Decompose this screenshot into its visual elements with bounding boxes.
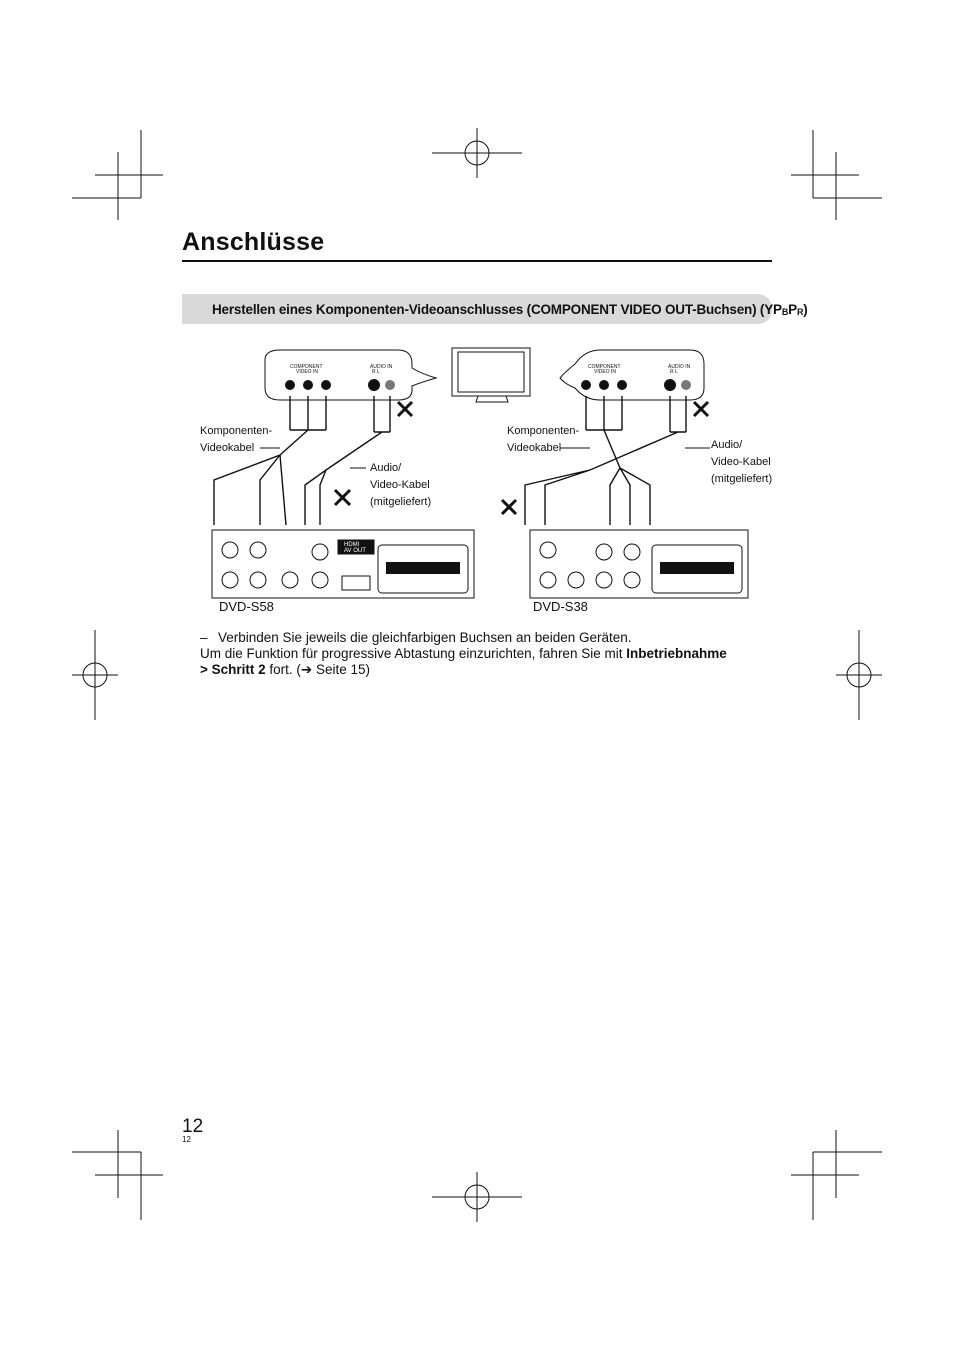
left-model-label: DVD-S58 [219,599,274,614]
svg-text:COMPONENT: COMPONENT [588,364,621,370]
svg-text:COMPONENT: COMPONENT [290,364,323,370]
instruction-text: – Verbinden Sie jeweils die gleichfarbigen Buchsen an beiden Geräten. Um die Funktion für progressive Abtastung einzurichten, fahren Sie mit Inbetriebnahme > Schritt 2 fort. (➔ Seite 15) [200,630,727,677]
svg-text:R L: R L [372,369,380,375]
right-tv-panel [560,350,704,400]
left-av-cable-label: Audio/ Video-Kabel (mitgeliefert) [370,462,432,508]
right-av-cable-label: Audio/ Video-Kabel (mitgeliefert) [711,439,773,485]
av-out-label: AV OUT [344,548,366,554]
title-rule [182,260,772,262]
svg-text:VIDEO IN: VIDEO IN [594,369,616,375]
tv-icon [452,348,530,396]
page-title: Anschlüsse [182,228,325,256]
right-component-cable-label: Komponenten- Videokabel [507,425,580,454]
left-component-cable-label: Komponenten- Videokabel [200,425,273,454]
section-heading: Herstellen eines Komponenten-Videoanschlusses (COMPONENT VIDEO OUT-Buchsen) $(YP_BP_R)$ [212,302,808,317]
svg-text:VIDEO IN: VIDEO IN [296,369,318,375]
right-model-label: DVD-S38 [533,599,588,614]
left-tv-panel [265,350,436,400]
page-number-small: 12 [182,1135,191,1144]
hdmi-label: HDMI [344,542,360,548]
connection-diagram [190,340,780,620]
svg-text:AUDIO IN: AUDIO IN [668,364,691,370]
svg-text:R L: R L [670,369,678,375]
page-number: 12 [182,1116,204,1137]
svg-text:AUDIO IN: AUDIO IN [370,364,393,370]
